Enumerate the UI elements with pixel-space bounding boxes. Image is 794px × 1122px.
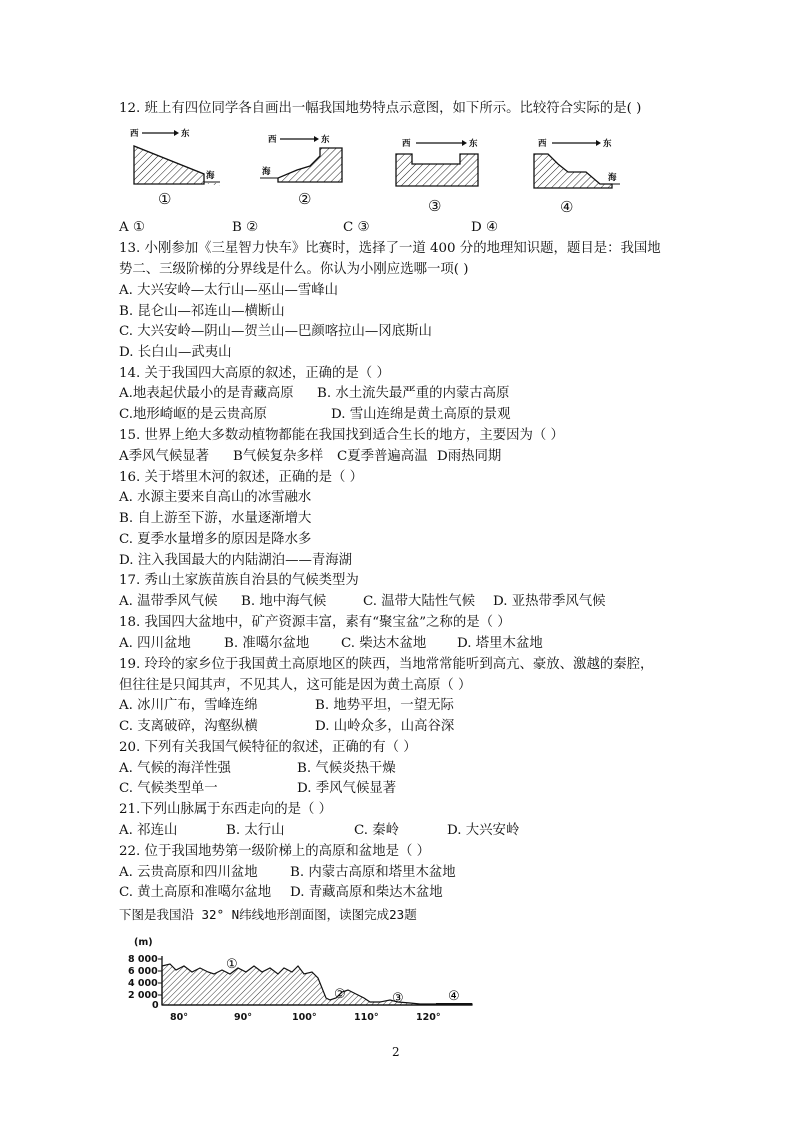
q22-stem: 22. 位于我国地势第一级阶梯上的高原和盆地是（ ） <box>119 844 431 859</box>
q16-option-c[interactable]: C. 夏季水量增多的原因是降水多 <box>119 532 312 547</box>
q12-stem: 12. 班上有四位同学各自画出一幅我国地势特点示意图，如下所示。比较符合实际的是( ) <box>119 101 642 116</box>
terrain-profile-32n <box>120 928 490 1024</box>
q14-options-row1 <box>119 385 509 403</box>
y-tick-0: 0 <box>152 1000 159 1011</box>
q13-stem-2: 势二、三级阶梯的分界线是什么。你认为小刚应选哪一项( ) <box>119 262 469 277</box>
q21-option-d[interactable]: D. 大兴安岭 <box>447 823 520 838</box>
q21-stem: 21.下列山脉属于东西走向的是（ ） <box>119 802 333 817</box>
q12-option-a[interactable]: A ① <box>119 220 145 235</box>
q14-options-row2 <box>119 406 510 424</box>
q19-options-row2 <box>119 718 454 736</box>
q20-options-row2 <box>119 780 396 798</box>
q17-option-b[interactable]: B. 地中海气候 <box>241 594 327 609</box>
q16-option-d[interactable]: D. 注入我国最大的内陆湖泊——青海湖 <box>119 553 353 568</box>
q12-option-b[interactable]: B ② <box>232 220 259 235</box>
q14-option-b[interactable]: B. 水土流失最严重的内蒙古高原 <box>317 386 510 401</box>
q20-stem: 20. 下列有关我国气候特征的叙述，正确的有（ ） <box>119 740 417 755</box>
q13-option-d[interactable]: D. 长白山—武夷山 <box>119 345 232 360</box>
q18-options <box>119 635 543 653</box>
q19-stem-2: 但往往是只闻其声，不见其人，这可能是因为黄土高原（ ） <box>119 678 472 693</box>
q12-option-d[interactable]: D ④ <box>471 220 498 235</box>
q21-option-b[interactable]: B. 太行山 <box>226 823 285 838</box>
q12-options <box>119 219 498 237</box>
q17-option-c[interactable]: C. 温带大陆性气候 <box>363 594 476 609</box>
q14-stem: 14. 关于我国四大高原的叙述，正确的是（ ） <box>119 366 390 381</box>
profile-label-4: ④ <box>448 989 460 1004</box>
svg-text:西: 西 <box>268 135 277 145</box>
y-tick-4000: 4 000 <box>128 978 158 989</box>
terrain-diagram-3 <box>390 126 490 191</box>
q18-option-a[interactable]: A. 四川盆地 <box>119 636 191 651</box>
east-label: 东 <box>181 129 190 139</box>
y-tick-8000: 8 000 <box>128 954 158 965</box>
q22-options-row1 <box>119 864 456 882</box>
q22-option-d[interactable]: D. 青藏高原和柴达木盆地 <box>290 885 443 900</box>
q15-options <box>119 448 501 466</box>
q15-stem: 15. 世界上绝大多数动植物都能在我国找到适合生长的地方，主要因为（ ） <box>119 428 564 443</box>
sea-label: 海 <box>206 171 215 181</box>
q16-option-b[interactable]: B. 自上游至下游，水量逐渐增大 <box>119 511 312 526</box>
svg-text:海: 海 <box>608 173 617 183</box>
q14-option-a[interactable]: A.地表起伏最小的是青藏高原 <box>119 386 294 401</box>
diagram-number-4: ④ <box>560 198 574 216</box>
profile-label-1: ① <box>226 957 238 972</box>
terrain-diagram-1 <box>124 126 224 191</box>
x-tick-80: 80° <box>170 1012 188 1023</box>
q15-option-c[interactable]: C夏季普遍高温 <box>337 449 428 464</box>
q12-option-c[interactable]: C ③ <box>343 220 370 235</box>
terrain-diagram-2 <box>252 126 352 191</box>
q13-option-a[interactable]: A. 大兴安岭—太行山—巫山—雪峰山 <box>119 283 339 298</box>
svg-text:东: 东 <box>321 135 330 145</box>
q20-options-row1 <box>119 760 396 778</box>
q22-options-row2 <box>119 884 443 902</box>
x-tick-100: 100° <box>292 1012 317 1023</box>
q21-option-a[interactable]: A. 祁连山 <box>119 823 178 838</box>
terrain-profile-shape <box>162 964 472 1005</box>
q19-option-b[interactable]: B. 地势平坦，一望无际 <box>315 698 454 713</box>
q18-option-c[interactable]: C. 柴达木盆地 <box>341 636 427 651</box>
q22-option-b[interactable]: B. 内蒙古高原和塔里木盆地 <box>290 865 456 880</box>
q21-option-c[interactable]: C. 秦岭 <box>354 823 400 838</box>
q20-option-b[interactable]: B. 气候炎热干燥 <box>297 761 396 776</box>
svg-text:东: 东 <box>603 139 612 149</box>
q20-option-d[interactable]: D. 季风气候显著 <box>297 781 397 796</box>
svg-text:海: 海 <box>262 167 271 177</box>
q19-option-c[interactable]: C. 支离破碎，沟壑纵横 <box>119 719 258 734</box>
q18-option-b[interactable]: B. 准噶尔盆地 <box>224 636 310 651</box>
svg-text:西: 西 <box>538 139 547 149</box>
svg-text:西: 西 <box>402 139 411 149</box>
x-tick-90: 90° <box>234 1012 252 1023</box>
q15-option-a[interactable]: A季风气候显著 <box>119 449 210 464</box>
q20-option-c[interactable]: C. 气候类型单一 <box>119 781 218 796</box>
q17-option-d[interactable]: D. 亚热带季风气候 <box>493 594 606 609</box>
diagram-number-3: ③ <box>428 197 442 215</box>
q23-intro: 下图是我国沿 32° N纬线地形剖面图，读图完成23题 <box>119 907 417 922</box>
q20-option-a[interactable]: A. 气候的海洋性强 <box>119 761 231 776</box>
q13-option-b[interactable]: B. 昆仑山—祁连山—横断山 <box>119 304 285 319</box>
q19-option-a[interactable]: A. 冰川广布，雪峰连绵 <box>119 698 258 713</box>
y-tick-6000: 6 000 <box>128 966 158 977</box>
q16-option-a[interactable]: A. 水源主要来自高山的冰雪融水 <box>119 490 312 505</box>
q21-options <box>119 822 519 840</box>
x-tick-120: 120° <box>416 1012 441 1023</box>
q16-stem: 16. 关于塔里木河的叙述，正确的是（ ） <box>119 470 364 485</box>
q14-option-c[interactable]: C.地形崎岖的是云贵高原 <box>119 407 267 422</box>
q17-option-a[interactable]: A. 温带季风气候 <box>119 594 218 609</box>
q19-option-d[interactable]: D. 山岭众多，山高谷深 <box>315 719 455 734</box>
q13-option-c[interactable]: C. 大兴安岭—阴山—贺兰山—巴颜喀拉山—冈底斯山 <box>119 324 432 339</box>
y-tick-2000: 2 000 <box>128 990 158 1001</box>
page-number: 2 <box>392 1045 400 1059</box>
q22-option-a[interactable]: A. 云贵高原和四川盆地 <box>119 865 258 880</box>
profile-label-2: ② <box>334 987 346 1002</box>
terrain-diagram-4 <box>528 126 623 196</box>
q15-option-b[interactable]: B气候复杂多样 <box>233 449 324 464</box>
q13-stem-1: 13. 小刚参加《三星智力快车》比赛时，选择了一道 400 分的地理知识题，题目是：我国地 <box>119 241 661 256</box>
q22-option-c[interactable]: C. 黄土高原和准噶尔盆地 <box>119 885 272 900</box>
profile-unit-label: (m) <box>134 937 153 948</box>
diagram-number-1: ① <box>158 190 172 208</box>
q15-option-d[interactable]: D雨热同期 <box>437 449 502 464</box>
q18-stem: 18. 我国四大盆地中，矿产资源丰富，素有“聚宝盆”之称的是（ ） <box>119 615 511 630</box>
q18-option-d[interactable]: D. 塔里木盆地 <box>457 636 543 651</box>
q19-stem-1: 19. 玲玲的家乡位于我国黄土高原地区的陕西，当地常常能听到高亢、豪放、激越的秦腔， <box>119 657 654 672</box>
diagram-number-2: ② <box>298 190 312 208</box>
profile-label-3: ③ <box>392 991 404 1006</box>
q17-stem: 17. 秀山土家族苗族自治县的气候类型为 <box>119 573 359 588</box>
svg-text:东: 东 <box>469 139 478 149</box>
q17-options <box>119 593 606 611</box>
q19-options-row1 <box>119 697 454 715</box>
west-label: 西 <box>130 129 139 139</box>
q14-option-d[interactable]: D. 雪山连绵是黄土高原的景观 <box>331 407 511 422</box>
x-tick-110: 110° <box>354 1012 379 1023</box>
